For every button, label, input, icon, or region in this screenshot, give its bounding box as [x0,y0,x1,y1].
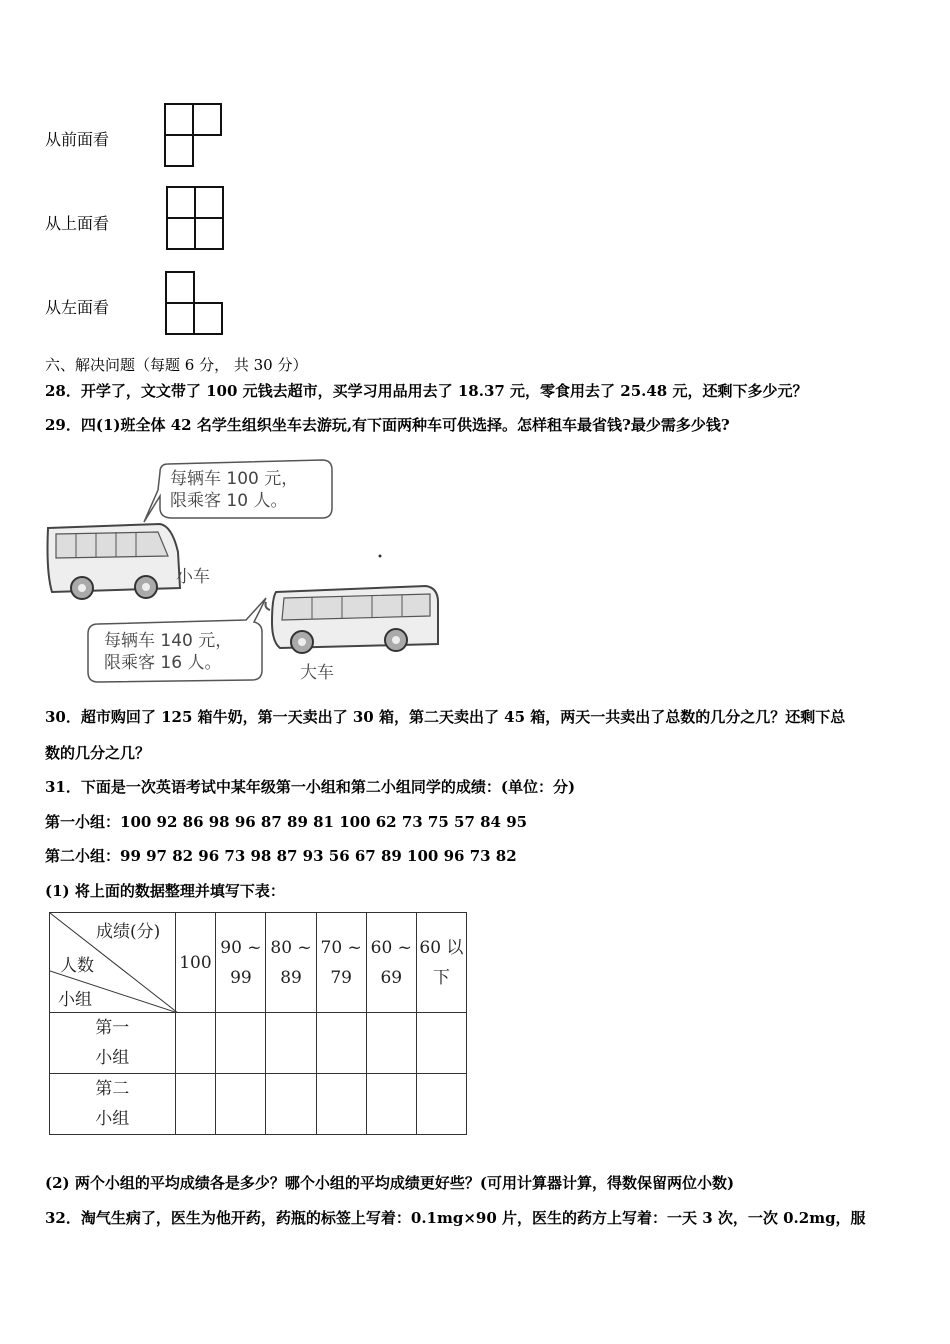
small-bus-name: 小车 [176,567,210,587]
question-32: 32．淘气生病了，医生为他开药，药瓶的标签上写着：0.1mg×90 片，医生的药方上写着：一天 3 次，一次 0.2mg，服 [45,1209,866,1227]
view-label-front: 从前面看 [45,130,110,149]
question-30-line2: 数的几分之几？ [45,744,151,762]
answer-cell[interactable] [216,1074,266,1135]
big-bus-icon [266,586,439,653]
view-label-top: 从上面看 [45,214,110,233]
corner-score-label: 成绩(分) [96,922,161,942]
col-header: 70 ~ 79 [316,913,366,1013]
answer-cell[interactable] [266,1074,316,1135]
question-28: 28．开学了，文文带了 100 元钱去超市，买学习用品用去了 18.37 元，零食用去了 25.48 元，还剩下多少元？ [45,382,808,400]
corner-group-label: 小组 [58,990,92,1010]
small-bus-price: 每辆车 100 元， [170,469,299,489]
bus-illustration [40,452,450,688]
question-31: 31．下面是一次英语考试中某年级第一小组和第二小组同学的成绩：(单位：分) [45,778,576,796]
col-header: 60 以 下 [416,913,466,1013]
question-31-part2: (2) 两个小组的平均成绩各是多少？哪个小组的平均成绩更好些？(可用计算器计算，得数保留两位小数) [45,1174,735,1192]
question-31-part1: (1) 将上面的数据整理并填写下表： [45,882,285,900]
table-row [50,1013,467,1074]
front-view-figure [164,103,224,167]
corner-people-label: 人数 [60,956,94,976]
big-bus-capacity: 限乘客 16 人。 [104,653,222,673]
score-table [49,912,467,1135]
col-header: 60 ~ 69 [366,913,416,1013]
table-row [50,1074,467,1135]
big-bus-price: 每辆车 140 元， [104,631,233,651]
answer-cell[interactable] [416,1013,466,1074]
question-29: 29．四(1)班全体 42 名学生组织坐车去游玩,有下面两种车可供选择。怎样租车最省钱?最少需多少钱? [45,416,730,434]
answer-cell[interactable] [216,1013,266,1074]
answer-cell[interactable] [316,1074,366,1135]
answer-cell[interactable] [316,1013,366,1074]
answer-cell[interactable] [366,1074,416,1135]
view-label-left: 从左面看 [45,298,110,317]
top-view-figure [166,186,226,250]
big-bus-name: 大车 [300,663,334,683]
left-view-figure [165,271,225,335]
table-corner-cell [50,913,176,1013]
answer-cell[interactable] [416,1074,466,1135]
col-header: 80 ~ 89 [266,913,316,1013]
answer-cell[interactable] [266,1013,316,1074]
answer-cell[interactable] [175,1013,216,1074]
row-header: 第一 小组 [50,1013,176,1074]
section-title: 六、解决问题（每题 6 分， 共 30 分） [45,356,308,374]
small-bus-capacity: 限乘客 10 人。 [170,491,288,511]
col-header: 100 [175,913,216,1013]
question-30-line1: 30．超市购回了 125 箱牛奶，第一天卖出了 30 箱，第二天卖出了 45 箱，两天一共卖出了总数的几分之几？还剩下总 [45,708,846,726]
row-header: 第二 小组 [50,1074,176,1135]
small-bus-icon [48,524,181,599]
group2-scores: 第二小组：99 97 82 96 73 98 87 93 56 67 89 100 96 73 82 [45,847,517,865]
col-header: 90 ~ 99 [216,913,266,1013]
group1-scores: 第一小组：100 92 86 98 96 87 89 81 100 62 73 75 57 84 95 [45,813,528,831]
answer-cell[interactable] [366,1013,416,1074]
answer-cell[interactable] [175,1074,216,1135]
